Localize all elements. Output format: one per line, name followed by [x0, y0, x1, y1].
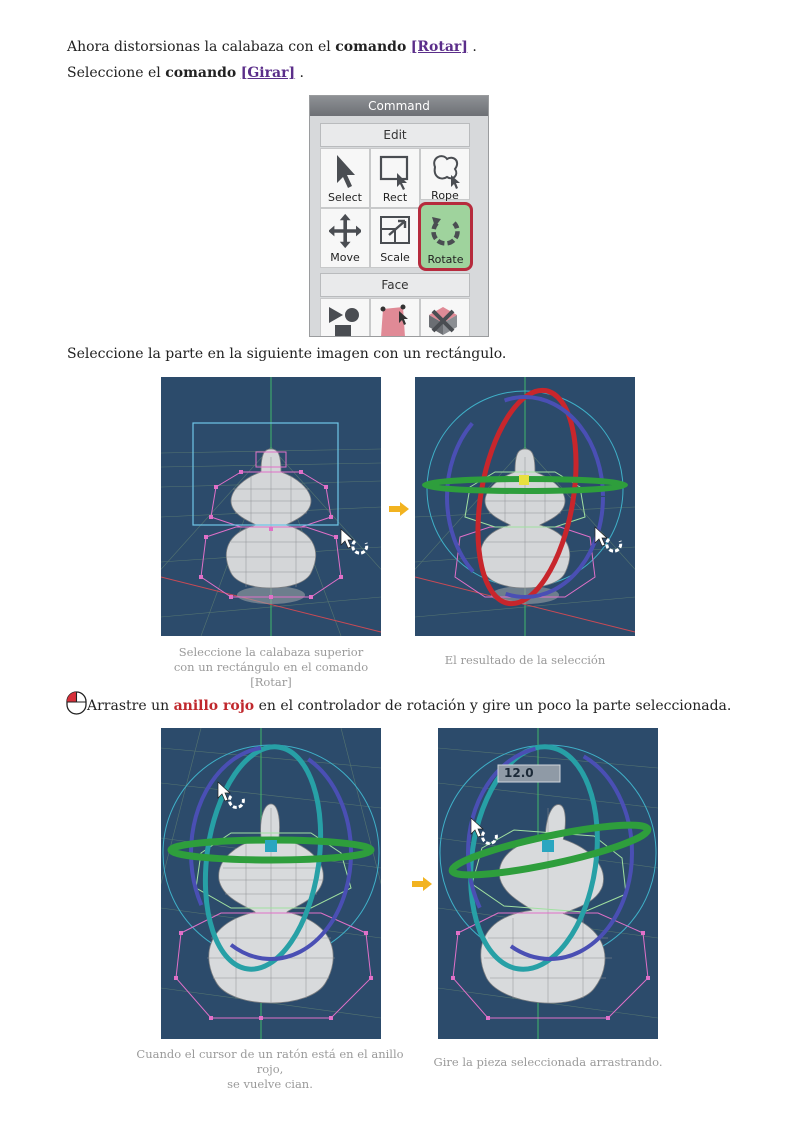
step1-instruction: Seleccione la parte en la siguiente imagen con un rectángulo.	[67, 346, 507, 362]
viewport-rotated-scene	[438, 728, 658, 1039]
select-arrow-icon	[329, 153, 361, 191]
viewport-selection-result	[415, 377, 635, 636]
scale-tool-button[interactable]	[370, 208, 420, 268]
move-tool-label: Move	[330, 251, 360, 264]
intro-line-1-text: Ahora distorsionas la calabaza con el	[67, 39, 336, 55]
intro-line-1-end: .	[467, 39, 477, 55]
mouse-left-click-icon	[66, 691, 87, 715]
intro-line-2	[67, 65, 304, 81]
command-panel-title: Command	[310, 96, 488, 116]
face-delete-icon	[427, 303, 461, 337]
face-shapes-icon	[327, 303, 361, 337]
caption-select-rect	[161, 645, 381, 690]
section-edit-header[interactable]: Edit	[320, 123, 470, 147]
viewport-cursor-on-ring	[161, 728, 381, 1039]
rotate-icon	[428, 213, 462, 251]
caption-cursor-on-ring-line2: se vuelve cian.	[227, 1077, 313, 1091]
intro-line-2-text: Seleccione el	[67, 65, 166, 81]
viewport-selection-result-scene	[415, 377, 635, 636]
scale-icon	[379, 213, 411, 251]
rope-tool-button[interactable]	[420, 148, 470, 200]
caption-selection-result: El resultado de la selección	[444, 653, 606, 667]
caption-cursor-on-ring	[125, 1047, 415, 1092]
viewport-rotated	[438, 728, 658, 1039]
face-shapes-tool[interactable]	[320, 298, 370, 337]
red-ring-highlight: anillo rojo	[173, 698, 255, 714]
rotate-tool-button[interactable]	[418, 202, 473, 271]
section-face-header[interactable]: Face	[320, 273, 470, 297]
girar-link[interactable]: [Girar]	[240, 65, 296, 81]
step2-instruction	[87, 698, 731, 714]
command-panel	[309, 95, 489, 337]
rect-tool-label: Rect	[382, 191, 408, 204]
move-tool-button[interactable]	[320, 208, 370, 268]
rope-tool-label: Rope	[431, 189, 459, 202]
arrow-right-icon	[389, 502, 409, 516]
rect-tool-button[interactable]	[370, 148, 420, 208]
face-select-tool[interactable]	[370, 298, 420, 337]
select-tool-button[interactable]	[320, 148, 370, 208]
caption-select-rect-line2: con un rectángulo en el comando [Rotar]	[173, 660, 369, 689]
intro-line-1	[67, 39, 477, 55]
viewport-select-rect	[161, 377, 381, 636]
arrow-right-icon	[412, 877, 432, 891]
caption-select-rect-line1: Seleccione la calabaza superior	[178, 645, 364, 659]
viewport-select-rect-scene	[161, 377, 381, 636]
move-arrows-icon	[329, 213, 361, 251]
rotar-link[interactable]: [Rotar]	[410, 39, 468, 55]
intro-line-2-bold: comando	[165, 65, 237, 81]
scale-tool-label: Scale	[380, 251, 410, 264]
angle-readout: 12.0	[504, 766, 534, 780]
select-tool-label: Select	[328, 191, 362, 204]
caption-cursor-on-ring-line1: Cuando el cursor de un ratón está en el anillo rojo,	[136, 1047, 404, 1076]
face-select-icon	[377, 303, 411, 337]
caption-rotated: Gire la pieza seleccionada arrastrando.	[433, 1055, 663, 1069]
viewport-cursor-on-ring-scene	[161, 728, 381, 1039]
step2-text-post: en el controlador de rotación y gire un poco la parte seleccionada.	[254, 698, 732, 714]
face-delete-tool[interactable]	[420, 298, 470, 337]
rope-lasso-icon	[429, 153, 461, 191]
intro-line-1-bold: comando	[335, 39, 407, 55]
step2-text-pre: Arrastre un	[87, 698, 174, 714]
rect-select-icon	[379, 153, 411, 191]
rotate-tool-label: Rotate	[427, 253, 464, 266]
intro-line-2-end: .	[295, 65, 304, 81]
